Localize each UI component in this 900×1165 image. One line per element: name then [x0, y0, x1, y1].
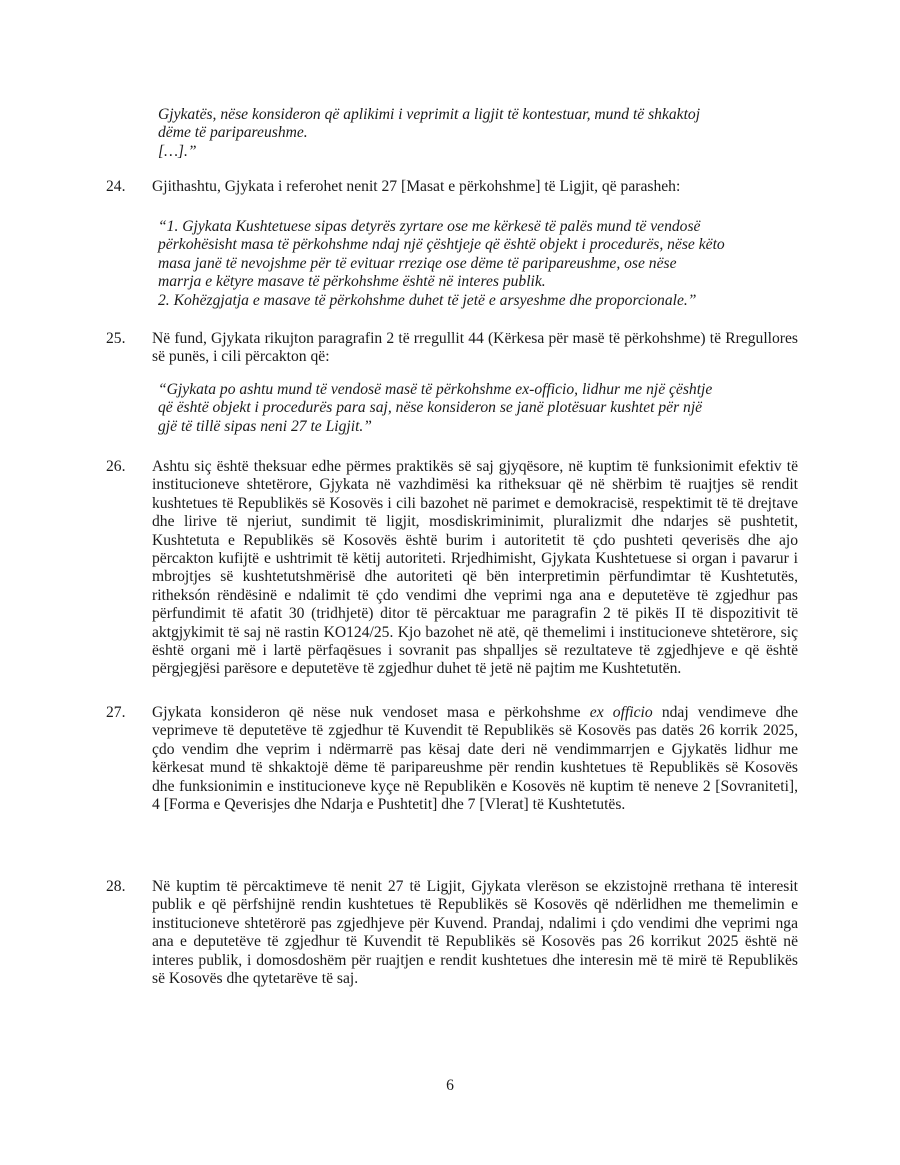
paragraph-number-28: 28. [106, 878, 126, 895]
paragraph-25-text: Në fund, Gjykata rikujton paragrafin 2 të rregullit 44 (Kërkesa për masë të përkohshme) të Rregullores së punës, i cili përcakton që: [152, 330, 798, 366]
paragraph-25-quote: “Gjykata po ashtu mund të vendosë masë të përkohshme ex-officio, lidhur me një çështje që është objekt i procedurës para saj, nëse konsideron se janë plotësuar kushtet për një gjë të tillë sipas neni 27 te Ligjit.” [158, 381, 713, 435]
paragraph-number-25: 25. [106, 330, 126, 347]
paragraph-27-italic-term: ex officio [589, 704, 653, 721]
paragraph-27-text-after: ndaj vendimeve dhe veprimeve të deputetëve të zgjedhur të Kuvendit të Republikës së Kosovës pas datës 26 korrik 2025, çdo vendim dhe veprim i ndërmarrë pas kësaj date deri në vendimmarrjen e Gjykatës lidhur me kërkesat mund të shkaktojë dëme të paripareushme për rendin kushtetues të Republikës së Kosovës dhe funksionimin e institucioneve kyçe në Republikën e Kosovës në kuptim të neneve 2 [Sovraniteti], 4 [Forma e Qeverisjes dhe Ndarja e Pushtetit] dhe 7 [Vlerat] të Kushtetutës. [152, 704, 798, 814]
paragraph-27-text-before: Gjykata konsideron që nëse nuk vendoset masa e përkohshme [152, 704, 590, 721]
paragraph-number-27: 27. [106, 704, 126, 721]
paragraph-27-text [152, 704, 798, 814]
paragraph-number-24: 24. [106, 178, 126, 195]
paragraph-28-text: Në kuptim të përcaktimeve të nenit 27 të Ligjit, Gjykata vlerëson se ekzistojnë rrethana të interesit publik e që përfshijnë rendin kushtetues të Republikës së Kosovës që ndërlidhen me themelimin e institucioneve shtetërorë pas zgjedhjeve për Kuvend. Prandaj, ndalimi i çdo vendimi dhe veprimi nga ana e deputetëve të zgjedhur të Kuvendit të Republikës së Kosovës pas 26 korrikut 2025 është në interes publik, i domosdoshëm për ruajtjen e rendit kushtetues dhe interesin më të mirë të Republikës së Kosovës dhe qytetarëve të saj. [152, 878, 798, 988]
paragraph-number-26: 26. [106, 458, 126, 475]
paragraph-24-text: Gjithashtu, Gjykata i referohet nenit 27 [Masat e përkohshme] të Ligjit, që parasheh: [152, 178, 681, 195]
quote-continuation: Gjykatës, nëse konsideron që aplikimi i veprimit a ligjit të kontestuar, mund të shkaktoj dëme të paripareushme. […].” [158, 106, 701, 160]
paragraph-26-text: Ashtu siç është theksuar edhe përmes praktikës së saj gjyqësore, në kuptim të funksionimit efektiv të institucioneve shtetërore, Gjykata në vazhdimësi ka ritheksuar që në shërbim të ruajtjes së rendit kushtetues të Republikës së Kosovës i cili bazohet në parimet e demokracisë, respektimit të të drejtave dhe lirive të njeriut, sundimit të ligjit, mosdiskriminimit, pluralizmit dhe ndarjes së pushtetit, Kushtetuta e Republikës së Kosovës është burim i autoritetit të çdo pushteti qeverisës dhe ajo përcakton kufijtë e ushtrimit të këtij autoriteti. Rrjedhimisht, Gjykata Kushtetuese si organ i pavarur i mbrojtjes së kushtetutshmërisë dhe autoriteti që bën interpretimin përfundimtar të Kushtetutës, ritheksón rëndësinë e ndalimit të çdo vendimi dhe veprimi nga ana e deputetëve të zgjedhur pas përfundimit të afatit 30 (tridhjetë) ditor të përcaktuar me paragrafin 2 të pikës II të dispozitivit të aktgjykimit të saj në rastin KO124/25. Kjo bazohet në atë, që themelimi i institucioneve shtetërore, siç është organi më i lartë përfaqësues i sovranit pas shpalljes së rezultateve të zgjedhjeve e që është përgjegjësi parësore e deputetëve të zgjedhur duhet të jetë në pajtim me Kushtetutën. [152, 458, 798, 678]
paragraph-24-quote: “1. Gjykata Kushtetuese sipas detyrës zyrtare ose me kërkesë të palës mund të vendosë përkohësisht masa të përkohshme ndaj një çështjeje që është objekt i procedurës, nëse këto masa janë të nevojshme për të evituar rreziqe ose dëme të paripareushme, ose nëse marrja e këtyre masave të përkohshme është në interes publik. 2. Kohëzgjatja e masave të përkohshme duhet të jetë e arsyeshme dhe proporcionale.” [158, 218, 725, 309]
page-number: 6 [446, 1077, 454, 1094]
